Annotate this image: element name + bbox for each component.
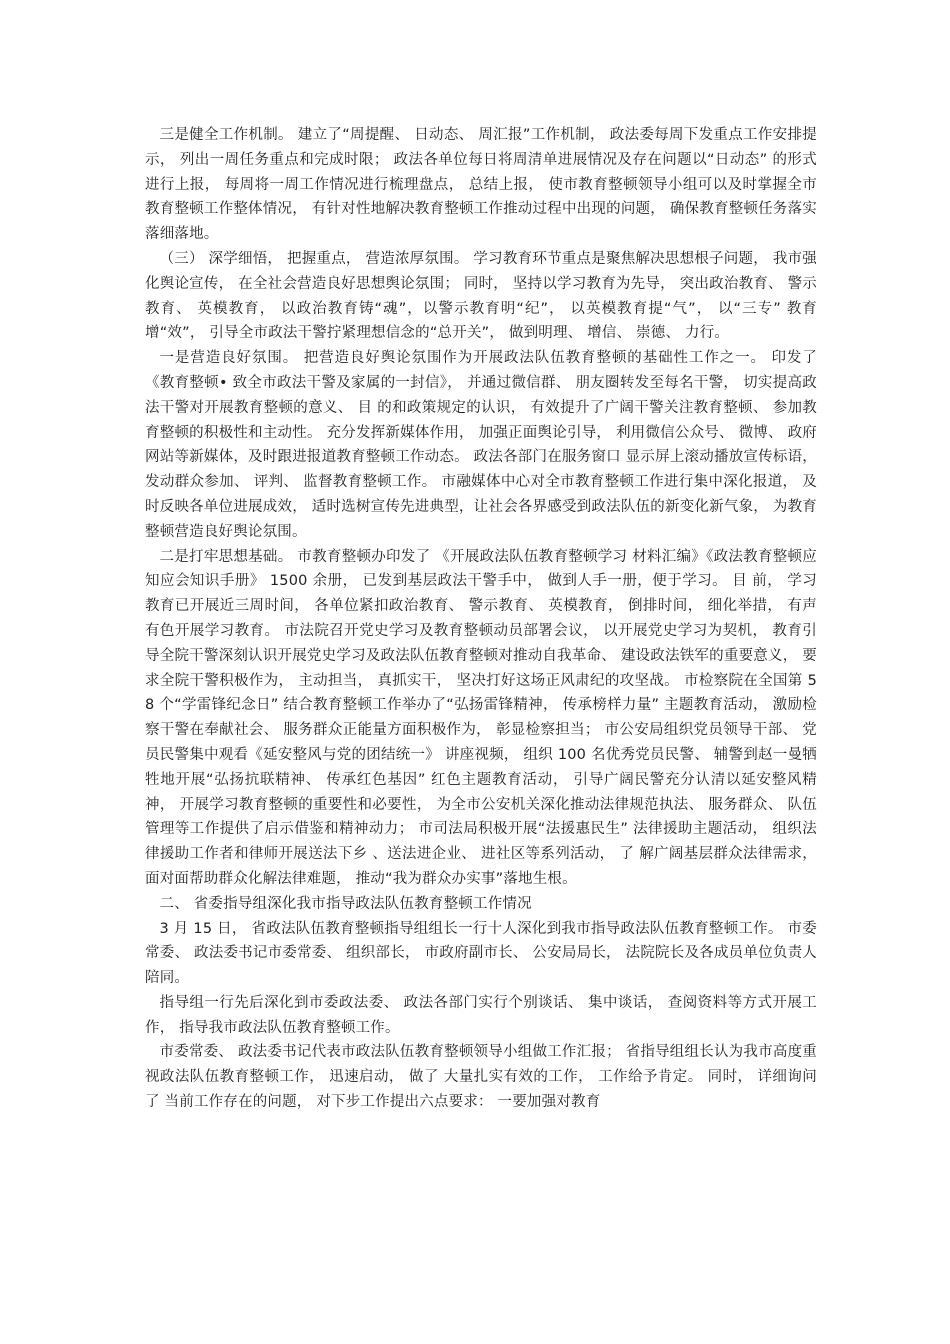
paragraph-study-focus: （三） 深学细悟， 把握重点， 营造浓厚氛围。 学习教育环节重点是聚焦解决思想根子问题， 我市强化舆论宣传， 在全社会营造良好思想舆论氛围； 同时， 坚持以学习教育为先导， 突出政治教育、 警示教育、 英模教育， 以政治教育铸“魂”，以警示教育明“纪”， 以英模教育提“气”， 以“三专” 教育增“效”， 引导全市政法干警拧紧理想信念的“总开关”， 做到明理、 增信、 崇德、 力行。	[145, 250, 817, 342]
paragraph-ideological-foundation: 二是打牢思想基础。 市教育整顿办印发了 《开展政法队伍教育整顿学习 材料汇编》《政法教育整顿应知应会知识手册》 1500 余册， 已发到基层政法干警手中， 做到人手一册，便于学习。 目 前， 学习教育已开展近三周时间， 各单位紧扣政治教育、 警示教育、 英模教育， 倒排时间， 细化举措， 有声有色开展学习教育。 市法院召开党史学习及教育整顿动员部署会议， 以开展党史学习为契机， 教育引导全院干警深刻认识开展党史学习及政法队伍教育整顿对推动自我革命、 建设政法铁军的重要意义， 要求全院干警积极作为， 主动担当， 真抓实干， 坚决打好这场正风肃纪的攻坚战。 市检察院在全国第 58 个“学雷锋纪念日” 结合教育整顿工作举办了“弘扬雷锋精神， 传承榜样力量” 主题教育活动， 激励检察干警在奉献社会、 服务群众正能量方面积极作为， 彰显检察担当； 市公安局组织党员领导干部、 党员民警集中观看《延安整风与党的团结统一》 讲座视频， 组织 100 名优秀党员民警、 辅警到赵一曼牺牲地开展“弘扬抗联精神、 传承红色基因” 红色主题教育活动， 引导广阔民警充分认清以延安整风精神， 开展学习教育整顿的重要性和必要性， 为全市公安机关深化推动法律规范执法、 服务群众、 队伍管理等工作提供了启示借鉴和精神动力； 市司法局积极开展“法援惠民生” 法律援助主题活动， 组织法律援助工作者和律师开展送法下乡 、送法进企业、 进社区等系列活动， 了 解广阔基层群众法律需求， 面对面帮助群众化解法律难题， 推动“我为群众办实事”落地生根。	[145, 548, 817, 887]
document-body	[145, 123, 817, 1115]
section-heading: 二、 省委指导组深化我市指导政法队伍教育整顿工作情况	[159, 895, 532, 912]
paragraph-guidance-visit: 3 月 15 日， 省政法队伍教育整顿指导组组长一行十人深化到我市指导政法队伍教育整顿工作。 市委常委、 政法委书记市委常委、 组织部长， 市政府副市长、 公安局局长， 法院院长及各成员单位负责人陪同。	[145, 920, 817, 987]
paragraph-work-mechanism: 三是健全工作机制。 建立了“周提醒、 日动态、 周汇报”工作机制， 政法委每周下发重点工作安排提示， 列出一周任务重点和完成时限； 政法各单位每日将周清单进展情况及存在问题以“日动态” 的形式进行上报， 每周将一周工作情况进行梳理盘点， 总结上报， 使市教育整顿领导小组可以及时掌握全市教育整顿工作整体情况， 有针对性地解决教育整顿工作推动过程中出现的问题， 确保教育整顿任务落实落细落地。	[145, 127, 817, 243]
paragraph-work-report: 市委常委、 政法委书记代表市政法队伍教育整顿领导小组做工作汇报； 省指导组组长认为我市高度重视政法队伍教育整顿工作， 迅速启动， 做了 大量扎实有效的工作， 工作给予肯定。 同时， 详细询问了 当前工作存在的问题， 对下步工作提出六点要求： 一要加强对教育	[145, 1044, 817, 1111]
paragraph-guidance-methods: 指导组一行先后深化到市委政法委、 政法各部门实行个别谈话、 集中谈话， 查阅资料等方式开展工作， 指导我市政法队伍教育整顿工作。	[145, 994, 817, 1036]
paragraph-atmosphere: 一是营造良好氛围。 把营造良好舆论氛围作为开展政法队伍教育整顿的基础性工作之一。 印发了 《教育整顿• 致全市政法干警及家属的一封信》， 并通过微信群、 朋友圈转发至每名干警， 切实提高政法干警对开展教育整顿的意义、 目 的和政策规定的认识， 有效提升了广阔干警关注教育整顿、 参加教育整顿的积极性和主动性。 充分发挥新媒体作用， 加强正面舆论引导， 利用微信公众号、 微博、 政府网站等新媒体，及时跟进报道教育整顿工作动态。 政法各部门在服务窗口 显示屏上滚动播放宣传标语， 发动群众参加、 评判、 监督教育整顿工作。 市融媒体中心对全市教育整顿工作进行集中深化报道， 及时反映各单位进展成效， 适时选树宣传先进典型，让社会各界感受到政法队伍的新变化新气象， 为教育整顿营造良好舆论氛围。	[145, 350, 817, 540]
